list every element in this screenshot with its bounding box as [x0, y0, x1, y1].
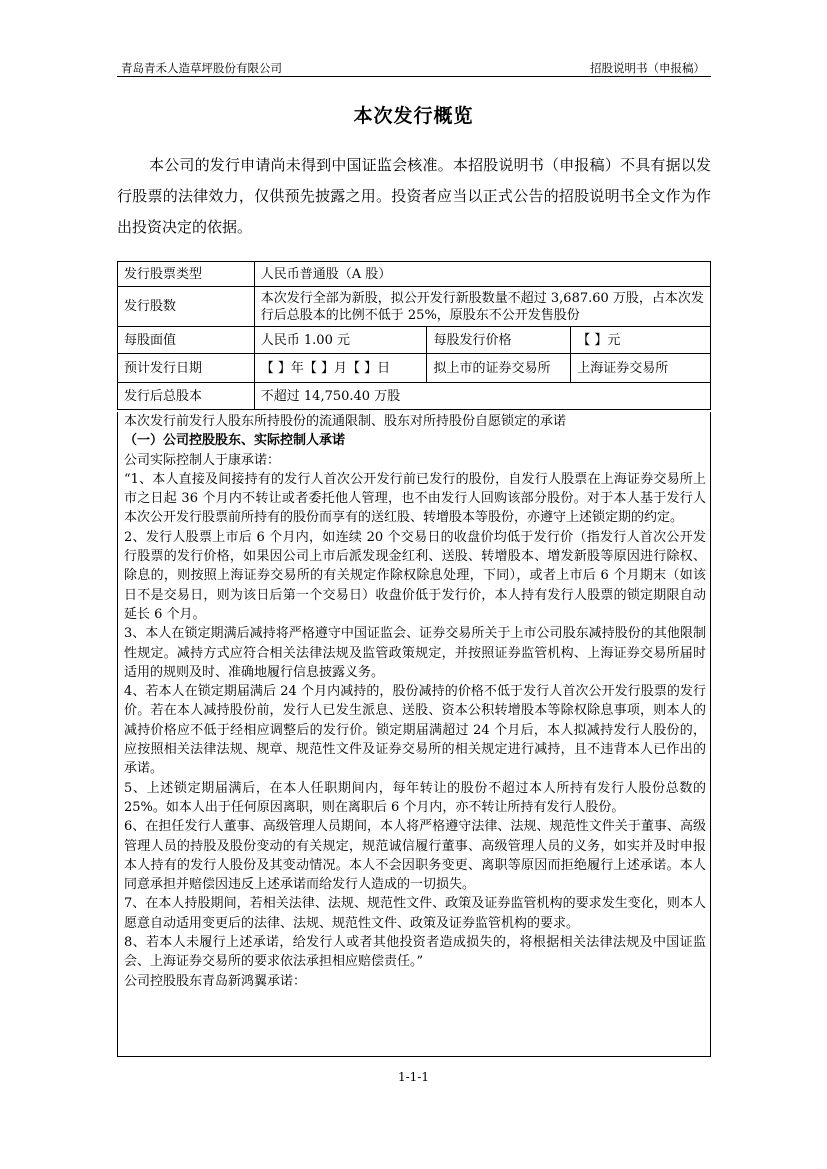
table-row [118, 262, 711, 287]
table-row [118, 327, 711, 354]
intro-paragraph: 本公司的发行申请尚未得到中国证监会核准。本招股说明书（申报稿）不具有据以发行股票的法律效力，仅供预先披露之用。投资者应当以正式公告的招股说明书全文作为作出投资决定的依据。 [117, 156, 711, 236]
header-document: 招股说明书（申报稿） [590, 61, 705, 75]
exchange-value: 上海证券交易所 [571, 354, 711, 383]
header-rule [117, 76, 711, 77]
commitment-item: 3、本人在锁定期满后减持将严格遵守中国证监会、证券交易所关于上市公司股东减持股份的其他限制性规定。减持方式应符合相关法律法规及监管政策规定，并按照证券监管机构、上海证券交易所届时适用的规则及时、准确地履行信息披露义务。 [124, 626, 706, 680]
type-value: 人民币普通股（A 股） [254, 262, 710, 287]
issuance-table [117, 261, 711, 410]
page-number: 1-1-1 [397, 1070, 429, 1084]
section-heading: （一）公司控股股东、实际控制人承诺 [124, 433, 346, 449]
table-row [118, 354, 711, 383]
commitment-item: 5、上述锁定期届满后，在本人任职期间内，每年转让的股份不超过本人所持有发行人股份总数的 25%。如本人出于任何原因离职，则在离职后 6 个月内，亦不转让所持有发行人股份。 [124, 780, 706, 815]
table-row [118, 383, 711, 410]
commitments-heading: 本次发行前发行人股东所持股份的流通限制、股东对所持股份自愿锁定的承诺 [124, 414, 567, 429]
total-value: 不超过 14,750.40 万股 [254, 383, 710, 410]
shares-label: 发行股数 [118, 287, 255, 327]
commitment-item: 2、发行人股票上市后 6 个月内，如连续 20 个交易日的收盘价均低于发行价（指发行人首次公开发行股票的发行价格，如果因公司上市后派发现金红利、送股、转增股本、增发新股等原因进行除权、除息的，则按照上海证券交易所的有关规定作除权除息处理，下同），或者上市后 6 个月期末（如该日不是交易日，则为该日后第一个交易日）收盘价低于发行价，本人持有发行人股票的锁定期限自动延长 6 个月。 [124, 529, 706, 622]
date-value: 【 】年【 】月【 】日 [254, 354, 427, 383]
header-company: 青岛青禾人造草坪股份有限公司 [121, 61, 282, 75]
commitment-item: “1、本人直接及间接持有的发行人首次公开发行前已发行的股份，自发行人股票在上海证券交易所上市之日起 36 个月内不转让或者委托他人管理，也不由发行人回购该部分股份。对于本人基于发行人本次公开发行股票前所持有的股份而享有的送红股、转增股本等股份，亦遵守上述锁定期的约定。 [124, 471, 706, 526]
type-label: 发行股票类型 [118, 262, 255, 287]
shares-value: 本次发行全部为新股，拟公开发行新股数量不超过 3,687.60 万股，占本次发行后总股本的比例不低于 25%，原股东不公开发售股份 [254, 287, 710, 327]
price-value: 【 】元 [571, 327, 711, 354]
commitments-section [124, 412, 706, 991]
page-header [117, 56, 711, 76]
commitment-item: 4、若本人在锁定期届满后 24 个月内减持的，股份减持的价格不低于发行人首次公开发行股票的发行价。若在本人减持股份前，发行人已发生派息、送股、资本公积转增股本等除权除息事项，则本人的减持价格应不低于经相应调整后的发行价。锁定期届满超过 24 个月后，本人拟减持发行人股份的，应按照相关法律法规、规章、规范性文件及证券交易所的相关规定进行减持，且不违背本人已作出的承诺。 [124, 684, 706, 777]
date-label: 预计发行日期 [118, 354, 255, 383]
controller-intro: 公司实际控制人于康承诺： [124, 452, 281, 468]
commitment-item: 6、在担任发行人董事、高级管理人员期间，本人将严格遵守法律、法规、规范性文件关于董事、高级管理人员的持股及股份变动的有关规定，规范诚信履行董事、高级管理人员的义务，如实并及时申报本人持有的发行人股份及其变动情况。本人不会因职务变更、离职等原因而拒绝履行上述承诺。本人同意承担并赔偿因违反上述承诺而给发行人造成的一切损失。 [124, 819, 706, 893]
page-title: 本次发行概览 [353, 105, 474, 127]
table-row [118, 287, 711, 327]
price-label: 每股发行价格 [427, 327, 571, 354]
exchange-label: 拟上市的证券交易所 [427, 354, 571, 383]
shareholder-intro: 公司控股股东青岛新鸿翼承诺： [124, 973, 307, 989]
par-label: 每股面值 [118, 327, 255, 354]
commitment-item: 7、在本人持股期间，若相关法律、法规、规范性文件、政策及证券监管机构的要求发生变化，则本人愿意自动适用变更后的法律、法规、规范性文件、政策及证券监管机构的要求。 [124, 896, 706, 931]
total-label: 发行后总股本 [118, 383, 255, 410]
par-value: 人民币 1.00 元 [254, 327, 427, 354]
commitment-item: 8、若本人未履行上述承诺，给发行人或者其他投资者造成损失的，将根据相关法律法规及中国证监会、上海证券交易所的要求依法承担相应赔偿责任。” [124, 935, 706, 970]
